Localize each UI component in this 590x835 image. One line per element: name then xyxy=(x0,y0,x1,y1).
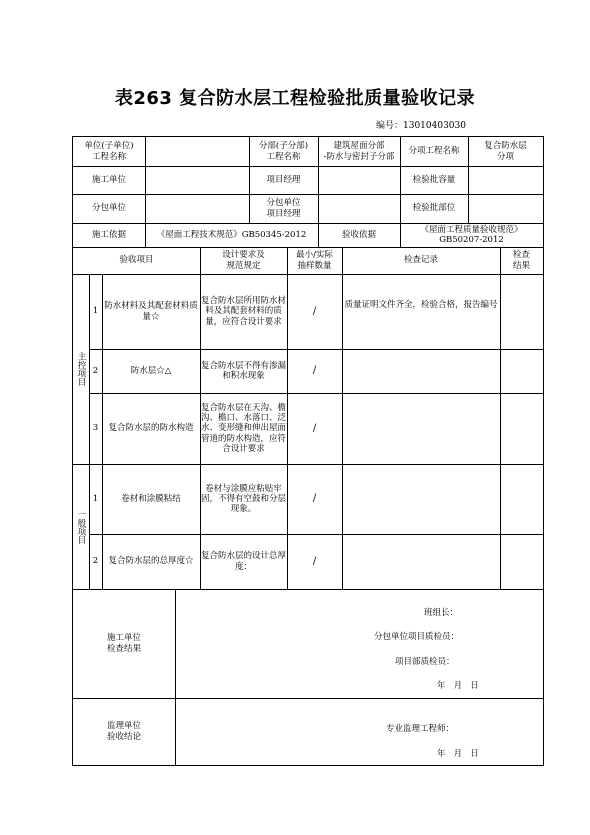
sub-inspector-signature[interactable]: 分包单位项目质检员： xyxy=(374,632,460,642)
column-divider xyxy=(400,136,401,247)
column-divider xyxy=(318,136,319,247)
table-border-top xyxy=(72,136,544,137)
batch-capacity-value[interactable] xyxy=(468,166,543,194)
row-item: 复合防水层的总厚度☆ xyxy=(108,556,194,567)
batch-part-label: 检验批部位 xyxy=(412,203,456,214)
batch-capacity-label: 检验批容量 xyxy=(412,174,456,185)
row-sample-count[interactable]: / xyxy=(312,493,317,505)
inspector-signature[interactable]: 项目部质检员： xyxy=(395,657,455,667)
column-header-sample: 最小/实际 抽样数量 xyxy=(296,250,333,271)
row-divider xyxy=(89,393,544,394)
row-check-record[interactable] xyxy=(342,393,500,464)
row-sample-count[interactable]: / xyxy=(312,555,317,567)
row-check-result[interactable] xyxy=(500,274,543,349)
main-control-items-label: 主控项目 xyxy=(76,352,87,386)
unit-name-value[interactable] xyxy=(145,137,249,166)
construction-check-label: 施工单位 检查结果 xyxy=(106,633,141,654)
row-number: 1 xyxy=(92,493,99,504)
construction-date[interactable]: 年 月 日 xyxy=(437,681,479,691)
table-border-right xyxy=(543,136,544,766)
subcontractor-value[interactable] xyxy=(145,194,249,223)
row-sample-count[interactable]: / xyxy=(312,365,317,377)
subcontractor-label: 分包单位 xyxy=(91,203,126,214)
sub-item-value[interactable]: 复合防水层 分项 xyxy=(484,141,527,162)
contractor-value[interactable] xyxy=(145,166,249,194)
sub-item-label: 分项工程名称 xyxy=(408,146,460,157)
acceptance-basis-value[interactable]: 《屋面工程质量验收规范》 GB50207-2012 xyxy=(420,224,523,245)
unit-name-label: 单位(子单位) 工程名称 xyxy=(84,141,134,162)
column-divider xyxy=(342,247,343,589)
row-divider xyxy=(72,589,544,590)
team-leader-signature[interactable]: 班组长： xyxy=(424,608,459,618)
sub-division-label: 分部(子分部) 工程名称 xyxy=(258,141,309,162)
row-divider xyxy=(72,698,544,699)
column-divider xyxy=(175,589,176,765)
column-divider xyxy=(287,247,288,589)
document-number: 编号：13010403030 xyxy=(376,121,466,131)
column-header-record: 检查记录 xyxy=(403,255,438,266)
row-number: 2 xyxy=(92,365,99,376)
row-item: 复合防水层的防水构造 xyxy=(108,423,194,434)
column-divider xyxy=(145,136,146,247)
column-header-result: 检查 结果 xyxy=(512,250,530,271)
row-item: 防水层☆△ xyxy=(130,365,172,376)
row-sample-count[interactable]: / xyxy=(312,305,317,317)
row-design-requirement: 复合防水层所用防水材料及其配套材料的质量，应符合设计要求 xyxy=(201,296,287,327)
row-divider xyxy=(89,534,544,535)
sub-project-manager-value[interactable] xyxy=(318,194,400,223)
page-title: 表263 复合防水层工程检验批质量验收记录 xyxy=(114,88,476,109)
row-check-record[interactable] xyxy=(342,464,500,534)
column-divider xyxy=(102,274,103,589)
construction-basis-label: 施工依据 xyxy=(91,229,126,240)
column-divider xyxy=(468,136,469,223)
construction-basis-value[interactable]: 《屋面工程技术规范》GB50345-2012 xyxy=(156,229,307,240)
column-divider xyxy=(200,247,201,589)
row-number: 3 xyxy=(92,423,99,434)
row-number: 2 xyxy=(92,556,99,567)
column-header-item: 验收项目 xyxy=(119,255,154,266)
row-divider xyxy=(72,194,544,195)
sub-project-manager-label: 分包单位 项目经理 xyxy=(266,198,301,219)
batch-part-value[interactable] xyxy=(468,194,543,223)
row-design-requirement: 复合防水层的设计总厚度： xyxy=(201,551,287,572)
row-design-requirement: 卷材与涂膜应粘贴牢固，不得有空鼓和分层现象。 xyxy=(201,483,287,514)
row-check-result[interactable] xyxy=(500,534,543,589)
general-items-label: 一般项目 xyxy=(76,509,87,544)
row-check-result[interactable] xyxy=(500,393,543,464)
table-border-left xyxy=(72,136,73,766)
row-design-requirement: 复合防水层在天沟、檐沟、檐口、水落口、泛水、变形缝和伸出屋面管道的防水构造，应符合设计要求 xyxy=(201,403,287,454)
row-check-result[interactable] xyxy=(500,464,543,534)
supervising-engineer-signature[interactable]: 专业监理工程师： xyxy=(386,724,455,734)
project-manager-value[interactable] xyxy=(318,166,400,194)
row-design-requirement: 复合防水层不得有渗漏和积水现象 xyxy=(201,360,287,381)
row-check-record[interactable] xyxy=(342,534,500,589)
column-divider xyxy=(500,247,501,589)
project-manager-label: 项目经理 xyxy=(266,174,301,185)
row-divider xyxy=(72,274,544,275)
acceptance-basis-label: 验收依据 xyxy=(341,229,376,240)
row-number: 1 xyxy=(92,306,99,317)
row-item: 防水材料及其配套材料质量☆ xyxy=(104,301,198,322)
row-divider xyxy=(72,223,544,224)
contractor-label: 施工单位 xyxy=(91,174,126,185)
column-divider xyxy=(89,274,90,589)
row-divider xyxy=(72,247,544,248)
row-sample-count[interactable]: / xyxy=(312,422,317,434)
row-check-result[interactable] xyxy=(500,349,543,393)
supervision-conclusion-label: 监理单位 验收结论 xyxy=(106,721,141,742)
row-item: 卷材和涂膜粘结 xyxy=(121,493,181,504)
column-header-design: 设计要求及 规范规定 xyxy=(222,250,265,271)
table-border-bottom xyxy=(72,765,544,766)
row-check-record[interactable]: 质量证明文件齐全，检验合格，报告编号 xyxy=(344,300,498,310)
sub-division-value[interactable]: 建筑屋面分部 -防水与密封子分部 xyxy=(323,141,395,162)
supervision-date[interactable]: 年 月 日 xyxy=(437,749,479,759)
row-divider xyxy=(72,464,544,465)
row-check-record[interactable] xyxy=(342,349,500,393)
row-divider xyxy=(89,349,544,350)
row-divider xyxy=(72,166,544,167)
column-divider xyxy=(249,136,250,223)
